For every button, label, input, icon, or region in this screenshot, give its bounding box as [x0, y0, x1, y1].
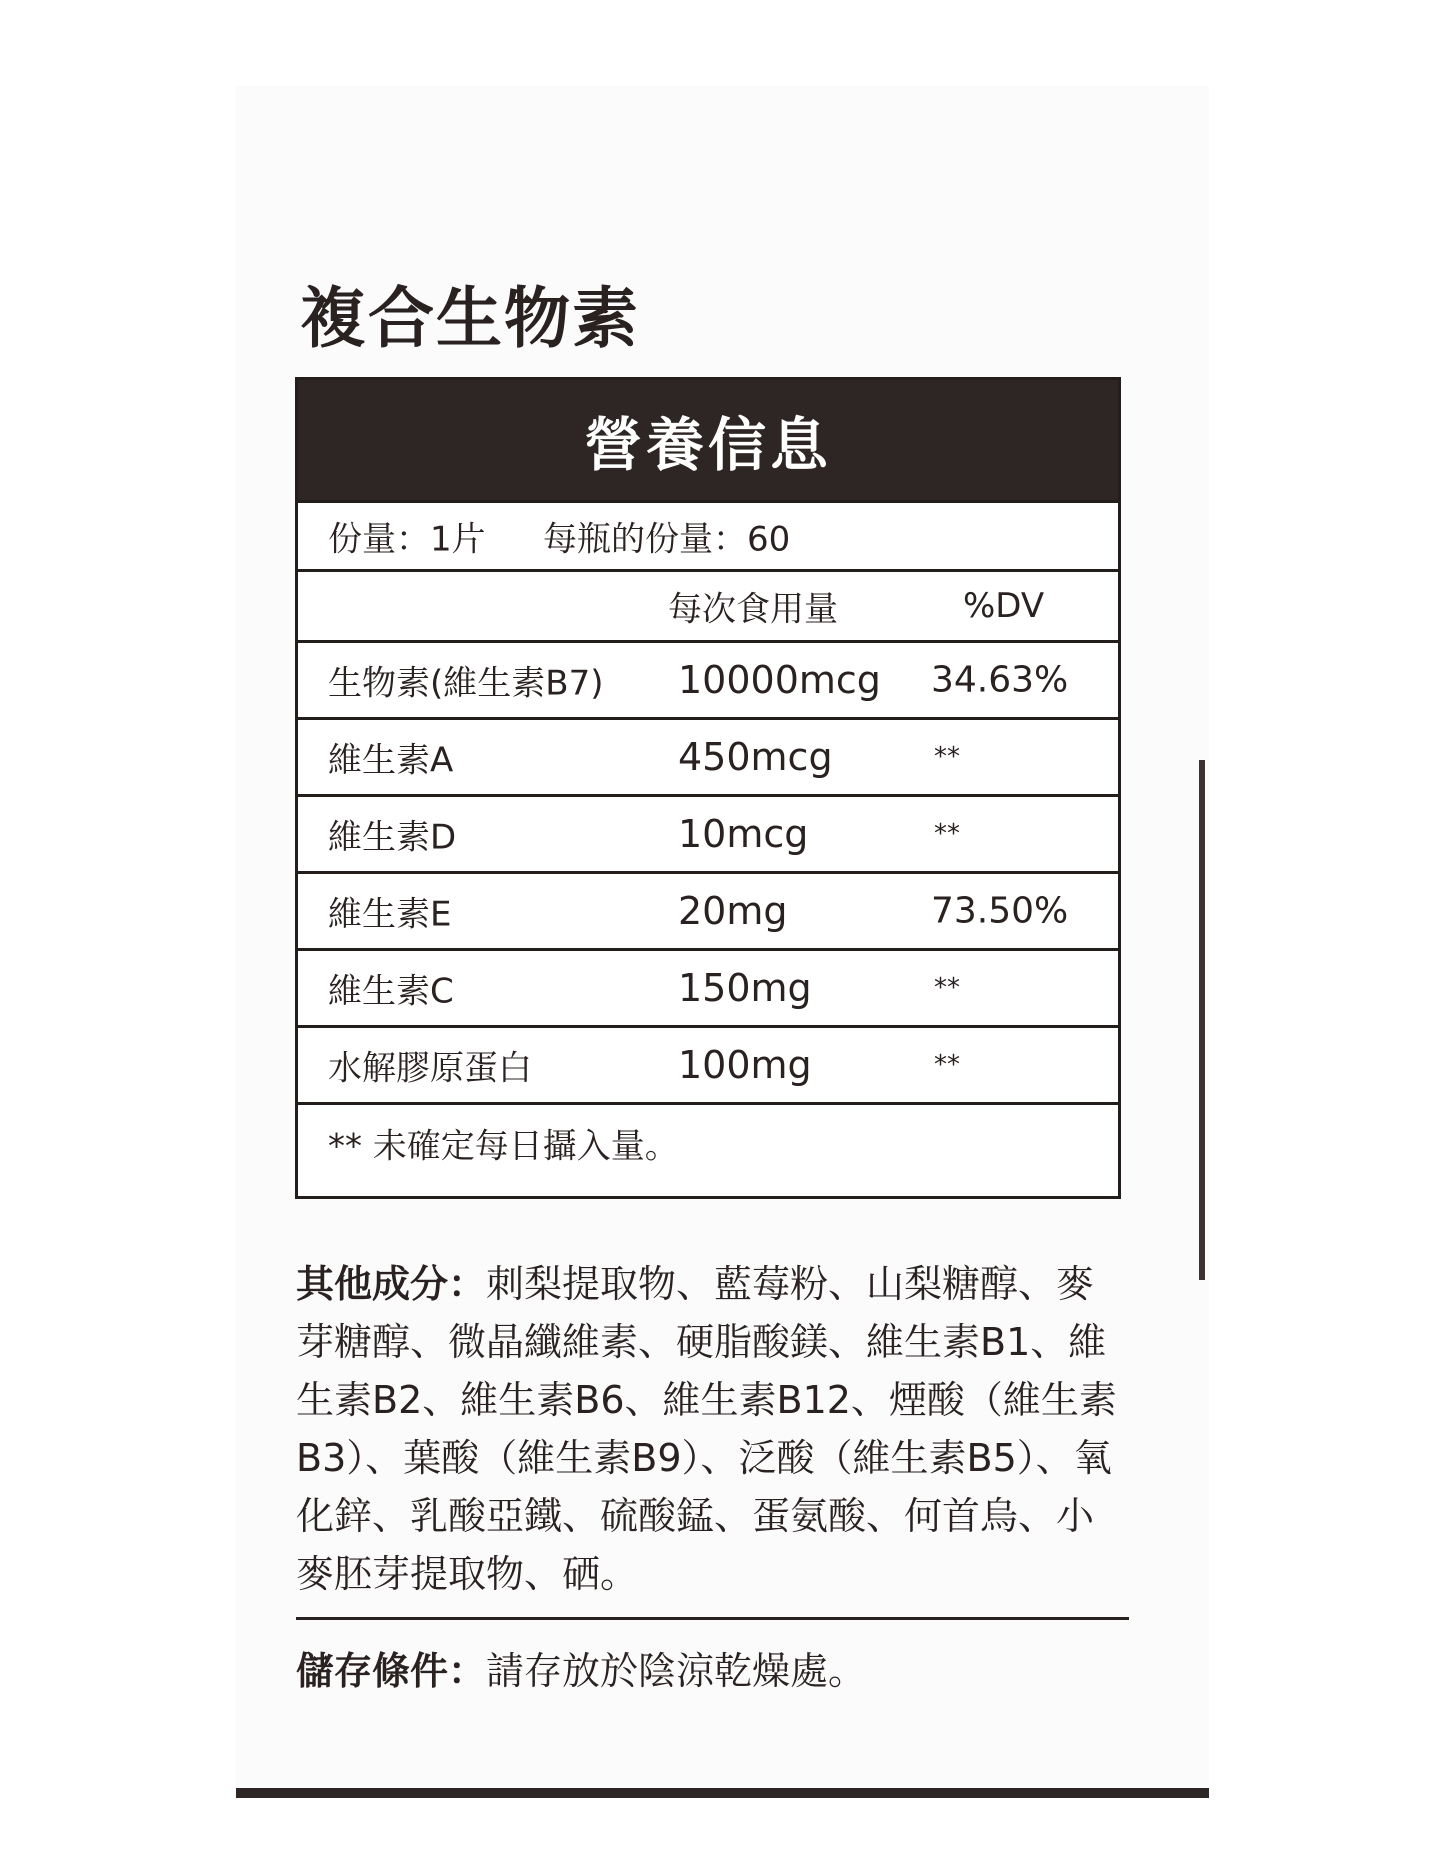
- storage-text: 請存放於陰涼乾燥處。: [486, 1649, 867, 1693]
- nutrient-amount: 100mg: [678, 1043, 812, 1087]
- nutrient-amount: 450mcg: [678, 735, 833, 779]
- nutrition-header-text: 營養信息: [583, 411, 832, 479]
- nutrient-name: 生物素(維生素B7): [328, 663, 604, 704]
- nutrient-dv: **: [934, 1050, 960, 1080]
- nutrient-dv: 34.63%: [931, 659, 1069, 701]
- other-ingredients-label: 其他成分：: [296, 1262, 487, 1306]
- nutrient-name: 維生素A: [328, 740, 454, 781]
- nutrient-dv: **: [934, 742, 960, 772]
- serving-row: [298, 503, 1118, 572]
- nutrient-name: 維生素D: [328, 817, 457, 858]
- table-row: [298, 643, 1118, 720]
- nutrient-dv: **: [934, 973, 960, 1003]
- nutrient-name: 維生素C: [328, 971, 454, 1012]
- nutrient-dv: 73.50%: [931, 890, 1069, 932]
- table-row: [298, 1028, 1118, 1105]
- serving-size: 份量：1片: [328, 519, 486, 560]
- column-header-row: [298, 572, 1118, 643]
- column-header-amount: 每次食用量: [668, 589, 838, 630]
- table-row: [298, 874, 1118, 951]
- nutrient-amount: 20mg: [678, 889, 788, 933]
- table-row: [298, 951, 1118, 1028]
- footnote: ** 未確定每日攝入量。: [328, 1126, 679, 1167]
- servings-per-bottle: 每瓶的份量：60: [543, 519, 791, 560]
- other-ingredients-text: 刺梨提取物、藍莓粉、山梨糖醇、麥芽糖醇、微晶纖維素、硬脂酸鎂、維生素B1、維生素B2、維生素B6、維生素B12、煙酸（維生素B3）、葉酸（維生素B9）、泛酸（維生素B5）、氧化鋅、乳酸亞鐵、硫酸錳、蛋氨酸、何首烏、小麥胚芽提取物、硒。: [296, 1262, 1117, 1596]
- storage-conditions: [296, 1640, 866, 1695]
- table-row: [298, 720, 1118, 797]
- table-row: [298, 797, 1118, 874]
- other-ingredients: [296, 1255, 1126, 1603]
- divider: [296, 1617, 1129, 1620]
- nutrient-dv: **: [934, 819, 960, 849]
- card-edge: [1199, 760, 1205, 1280]
- nutrient-amount: 10mcg: [678, 812, 809, 856]
- nutrient-amount: 150mg: [678, 966, 812, 1010]
- nutrient-name: 水解膠原蛋白: [328, 1048, 532, 1089]
- footnote-row: [298, 1105, 1118, 1181]
- product-title: 複合生物素: [300, 280, 640, 357]
- column-header-dv: %DV: [963, 586, 1045, 626]
- nutrition-header: [298, 380, 1118, 503]
- nutrition-table: [295, 377, 1121, 1199]
- nutrient-amount: 10000mcg: [678, 658, 881, 702]
- nutrient-name: 維生素E: [328, 894, 452, 935]
- storage-label: 儲存條件：: [296, 1649, 487, 1693]
